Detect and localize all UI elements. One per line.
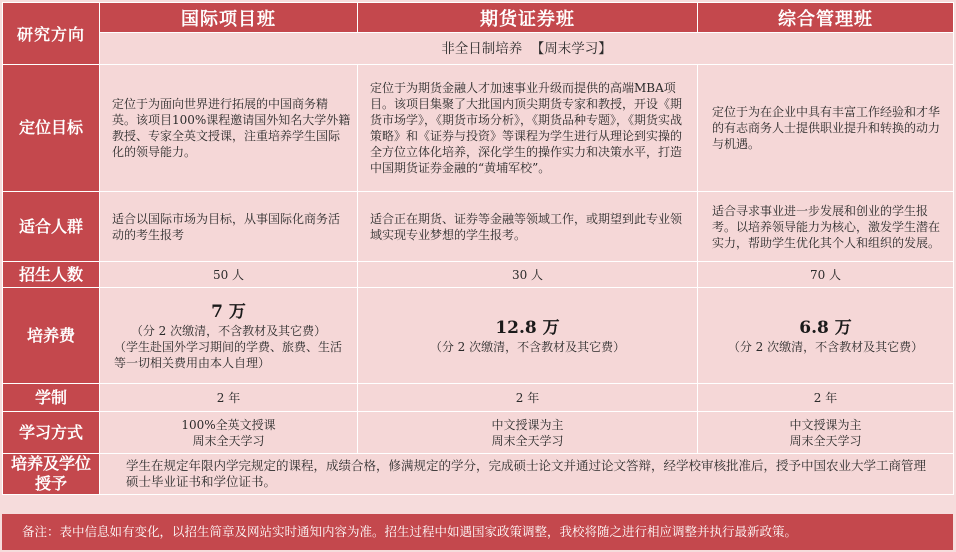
positioning-futures: 定位于为期货金融人才加速事业升级而提供的高端MBA项目。该项目集聚了大批国内顶尖期货专家和教授，开设《期货市场学》，《期货市场分析》，《期货品种专题》，《期货实战策略》和《证券与投资》等课程为学生进行从理论到实操的全方位立体化培养，深化学生的操作实力和决策水平，打造中国期货证券金融的“黄埔军校”。	[358, 65, 698, 192]
tuition-futures	[358, 288, 698, 384]
duration-label: 学制	[3, 384, 100, 412]
positioning-label: 定位目标	[3, 65, 100, 192]
tuition-international	[100, 288, 358, 384]
target-group-futures: 适合正在期货、证券等金融等领域工作，或期望到此专业领域实现专业梦想的学生报考。	[358, 192, 698, 262]
study-mode-banner: 非全日制培养 【周末学习】	[100, 33, 954, 65]
tuition-amount-management: 6.8 万	[799, 317, 852, 338]
enrollment-row	[3, 262, 954, 288]
tuition-note-international: （分 2 次缴清，不含教材及其它费）	[130, 323, 327, 338]
study-method-international-line2: 周末全天学习	[192, 433, 265, 448]
program-header-international: 国际项目班	[100, 3, 358, 33]
study-method-international	[100, 412, 358, 454]
positioning-management: 定位于为在企业中具有丰富工作经验和才华的有志商务人士提供职业提升和转换的动力与机遇。	[698, 65, 954, 192]
study-method-futures	[358, 412, 698, 454]
positioning-international: 定位于为面向世界进行拓展的中国商务精英。该项目100%课程邀请国外知名大学外籍教授、专家全英文授课，注重培养学生国际化的领导能力。	[100, 65, 358, 192]
enrollment-label: 招生人数	[3, 262, 100, 288]
tuition-label: 培养费	[3, 288, 100, 384]
program-header-management: 综合管理班	[698, 3, 954, 33]
program-table	[2, 2, 954, 495]
enrollment-futures: 30 人	[358, 262, 698, 288]
duration-row	[3, 384, 954, 412]
study-method-international-line1: 100%全英文授课	[181, 417, 276, 432]
tuition-extra-international: （学生赴国外学习期间的学费、旅费、生活等一切相关费用由本人自理）	[114, 339, 343, 370]
header-row	[3, 3, 954, 33]
study-method-futures-line2: 周末全天学习	[491, 433, 564, 448]
study-method-label: 学习方式	[3, 412, 100, 454]
footnote: 备注：表中信息如有变化，以招生简章及网站实时通知内容为准。招生过程中如遇国家政策调整，我校将随之进行相应调整并执行最新政策。	[2, 514, 953, 550]
tuition-amount-international: 7 万	[211, 301, 246, 322]
duration-international: 2 年	[100, 384, 358, 412]
target-group-row	[3, 192, 954, 262]
tuition-management	[698, 288, 954, 384]
enrollment-international: 50 人	[100, 262, 358, 288]
degree-row	[3, 454, 954, 495]
research-direction-header: 研究方向	[3, 3, 100, 65]
study-method-futures-line1: 中文授课为主	[491, 417, 564, 432]
tuition-note-futures: （分 2 次缴清，不含教材及其它费）	[429, 339, 626, 354]
enrollment-management: 70 人	[698, 262, 954, 288]
program-header-futures: 期货证券班	[358, 3, 698, 33]
study-method-management-line2: 周末全天学习	[789, 433, 862, 448]
tuition-row	[3, 288, 954, 384]
study-method-management	[698, 412, 954, 454]
study-method-management-line1: 中文授课为主	[789, 417, 862, 432]
study-mode-row	[3, 33, 954, 65]
degree-label: 培养及学位授予	[3, 454, 100, 495]
target-group-label: 适合人群	[3, 192, 100, 262]
target-group-management: 适合寻求事业进一步发展和创业的学生报考。以培养领导能力为核心，激发学生潜在实力，帮助学生优化其个人和组织的发展。	[698, 192, 954, 262]
tuition-amount-futures: 12.8 万	[495, 317, 560, 338]
target-group-international: 适合以国际市场为目标，从事国际化商务活动的考生报考	[100, 192, 358, 262]
study-method-row	[3, 412, 954, 454]
tuition-note-management: （分 2 次缴清，不含教材及其它费）	[727, 339, 924, 354]
positioning-row	[3, 65, 954, 192]
duration-management: 2 年	[698, 384, 954, 412]
duration-futures: 2 年	[358, 384, 698, 412]
degree-text: 学生在规定年限内学完规定的课程，成绩合格，修满规定的学分，完成硕士论文并通过论文答辩，经学校审核批准后，授予中国农业大学工商管理硕士毕业证书和学位证书。	[100, 454, 954, 495]
